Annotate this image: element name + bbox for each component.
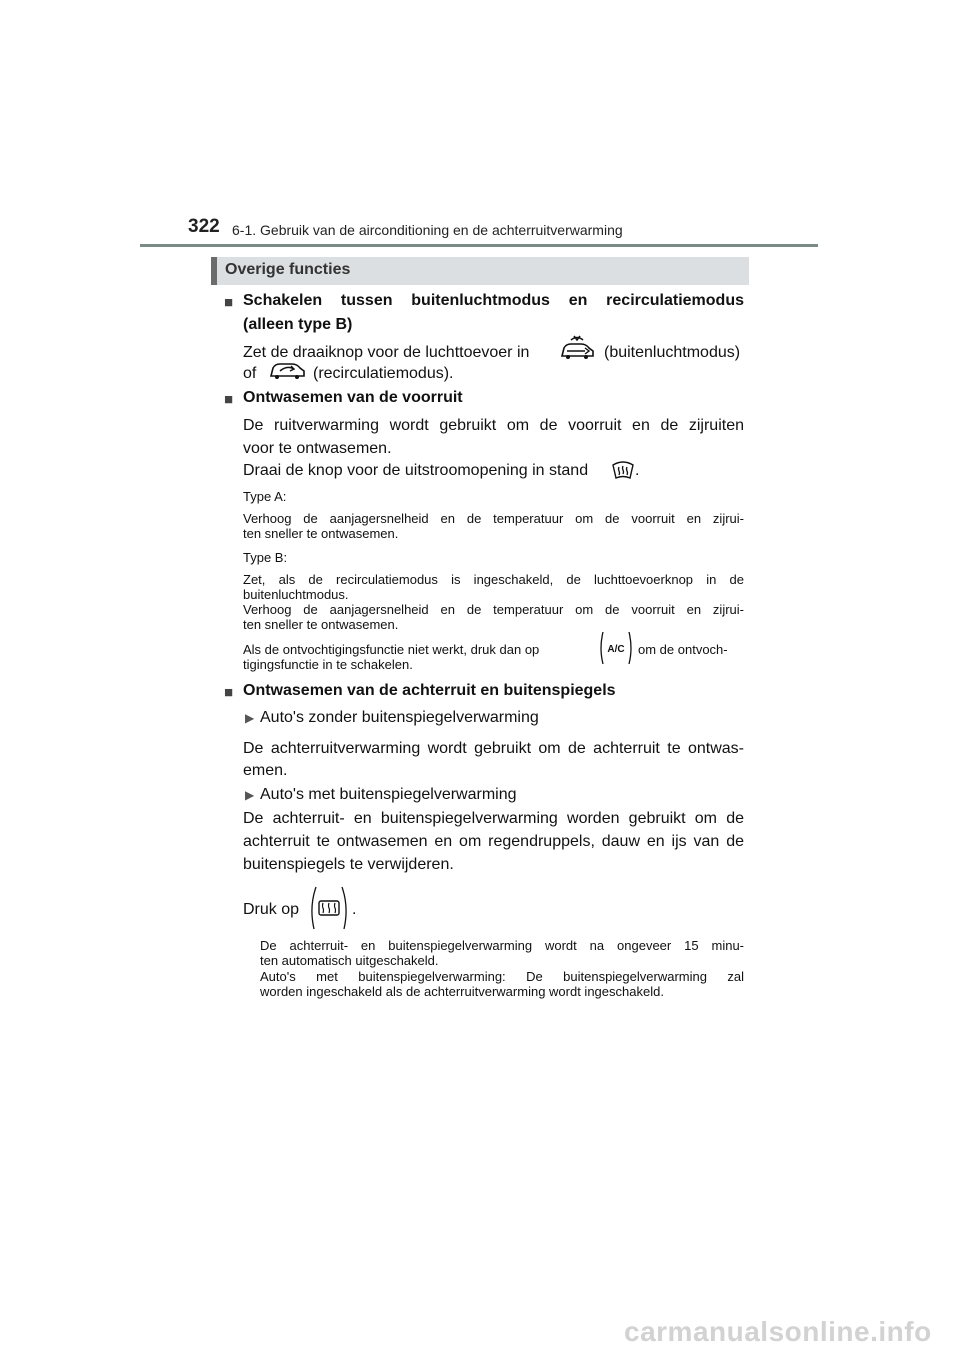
item1-text-a: Zet de draaiknop voor de luchttoevoer in: [243, 344, 530, 361]
item3-press-end: .: [352, 901, 357, 918]
item3-sub1: Auto's zonder buitenspiegelverwarming: [260, 709, 539, 726]
item2-heading: Ontwasemen van de voorruit: [243, 389, 463, 406]
triangle-bullet-icon: ▶: [245, 711, 255, 725]
type-b-line2: buitenluchtmodus.: [243, 587, 349, 602]
item1-text-d: (recirculatiemodus).: [313, 365, 454, 382]
note-line4: worden ingeschakeld als de achterruitverwarming wordt ingeschakeld.: [260, 984, 664, 999]
item3-sub2-text-line2: achterruit te ontwasemen en om regendruppels, dauw en ijs van de: [243, 833, 744, 850]
type-b-line5-b: om de ontvoch-: [638, 642, 728, 657]
item3-sub1-text-line2: emen.: [243, 762, 288, 779]
item3-sub2-text-line1: De achterruit- en buitenspiegelverwarming worden gebruikt om de: [243, 810, 744, 827]
type-b-label: Type B:: [243, 550, 288, 565]
type-b-line1: Zet, als de recirculatiemodus is ingeschakeld, de luchttoevoerknop in de: [243, 572, 744, 587]
item3-heading: Ontwasemen van de achterruit en buitenspiegels: [243, 682, 616, 699]
header-rule: [140, 244, 818, 247]
windshield-defrost-icon: [611, 459, 635, 481]
item1-text-b: (buitenluchtmodus): [604, 344, 741, 361]
type-a-label: Type A:: [243, 489, 287, 504]
item3-sub2-text-line3: buitenspiegels te verwijderen.: [243, 856, 454, 873]
note-line3: Auto's met buitenspiegelverwarming: De buitenspiegelverwarming zal: [260, 969, 744, 984]
type-b-line3: Verhoog de aanjagersnelheid en de temperatuur om de voorruit en zijrui-: [243, 602, 744, 617]
item1-heading-line2: (alleen type B): [243, 316, 353, 333]
fresh-air-icon: [557, 334, 597, 362]
item2-text-line1: De ruitverwarming wordt gebruikt om de voorruit en de zijruiten: [243, 417, 744, 434]
item3-sub1-text-line1: De achterruitverwarming wordt gebruikt om de achterruit te ontwas-: [243, 740, 744, 757]
bullet-square-icon: ■: [224, 391, 234, 408]
ac-button-icon: [597, 630, 635, 666]
section-heading-text: Overige functies: [225, 261, 351, 278]
item1-text-c: of: [243, 365, 257, 382]
note-line2: ten automatisch uitgeschakeld.: [260, 953, 439, 968]
recirculation-icon: [267, 356, 307, 382]
section-heading-bar: [211, 257, 217, 285]
item3-sub2: Auto's met buitenspiegelverwarming: [260, 786, 517, 803]
note-line1: De achterruit- en buitenspiegelverwarming wordt na ongeveer 15 minu-: [260, 938, 744, 953]
ac-label: A/C: [607, 644, 625, 655]
item2-text-line3: Draai de knop voor de uitstroomopening in stand: [243, 462, 589, 479]
triangle-bullet-icon: ▶: [245, 788, 255, 802]
bullet-square-icon: ■: [224, 294, 234, 311]
item3-press-text: Druk op: [243, 901, 300, 918]
bullet-square-icon: ■: [224, 684, 234, 701]
type-b-line5-a: Als de ontvochtigingsfunctie niet werkt, druk dan op: [243, 642, 540, 657]
item2-text-line3-end: .: [635, 462, 640, 479]
rear-defogger-button-icon: [306, 885, 352, 931]
type-a-line1: Verhoog de aanjagersnelheid en de temperatuur om de voorruit en zijrui-: [243, 511, 744, 526]
page-number: 322: [188, 216, 220, 237]
item1-heading-line1: Schakelen tussen buitenluchtmodus en recirculatiemodus: [243, 292, 744, 309]
type-b-line6: tigingsfunctie in te schakelen.: [243, 657, 413, 672]
item2-text-line2: voor te ontwasemen.: [243, 440, 392, 457]
chapter-title: 6-1. Gebruik van de airconditioning en de achterruitverwarming: [232, 222, 623, 238]
type-b-line4: ten sneller te ontwasemen.: [243, 617, 399, 632]
type-a-line2: ten sneller te ontwasemen.: [243, 526, 399, 541]
watermark: carmanualsonline.info: [624, 1316, 932, 1347]
section-heading: [211, 257, 749, 285]
